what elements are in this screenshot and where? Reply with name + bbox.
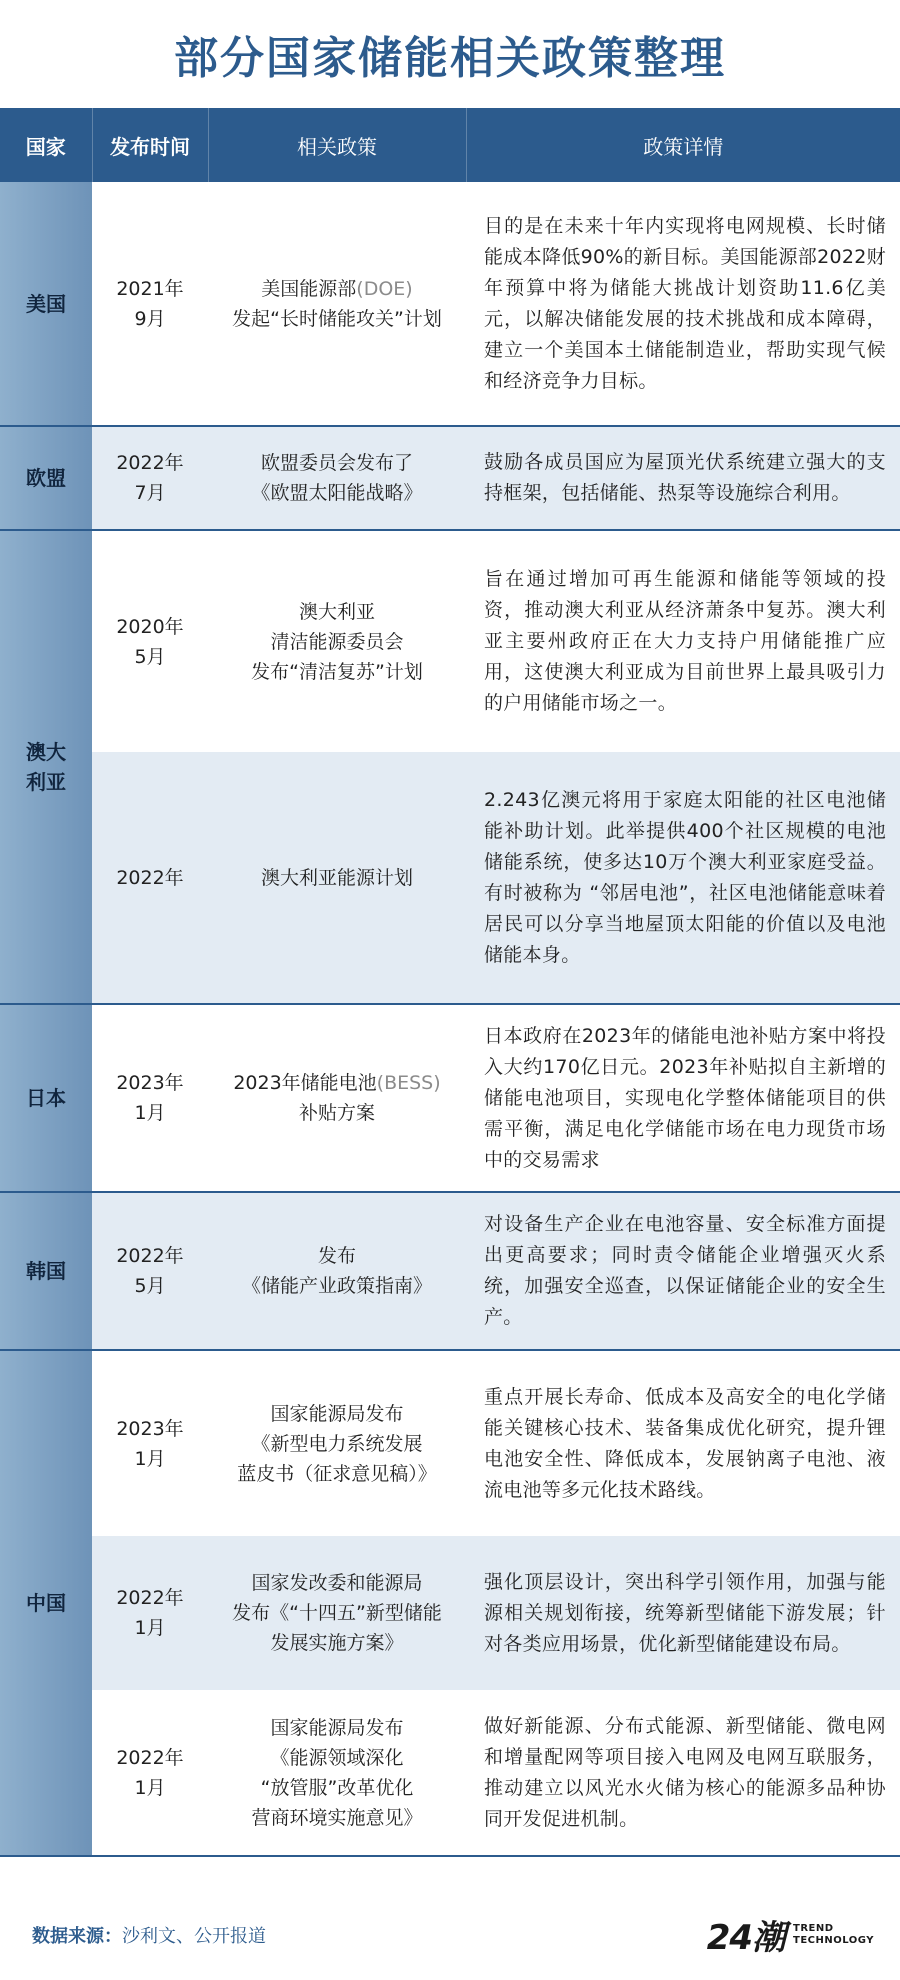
- footer: [0, 1889, 900, 1980]
- date-cell: [92, 1536, 208, 1690]
- table-row: [0, 182, 900, 426]
- country-cell: [0, 530, 92, 1004]
- date-year: 2022年: [116, 1746, 184, 1769]
- policy-abbr: (BESS): [376, 1072, 441, 1094]
- policy-cell: [208, 1004, 466, 1192]
- date-year: 2023年: [116, 1417, 184, 1440]
- policy-cell: [208, 1690, 466, 1856]
- date-month: 1月: [134, 1102, 166, 1124]
- policy-cell: [208, 1536, 466, 1690]
- brand-logo: [707, 1910, 874, 1959]
- policy-cell: [208, 426, 466, 530]
- policy-line: 国家能源局发布: [270, 1716, 404, 1739]
- policy-line: 营商环境实施意见》: [251, 1806, 423, 1829]
- policy-line: 《能源领域深化: [270, 1746, 404, 1769]
- date-month: 5月: [134, 645, 166, 668]
- date-cell: [92, 1350, 208, 1536]
- policy-table: [0, 108, 900, 1857]
- policy-line: 发布: [317, 1245, 356, 1267]
- date-month: 9月: [134, 307, 166, 330]
- header-date: 发布时间: [92, 108, 208, 182]
- policy-line: 清洁能源委员会: [270, 630, 404, 653]
- policy-line: 《储能产业政策指南》: [241, 1275, 432, 1297]
- detail-cell: 强化顶层设计，突出科学引领作用，加强与能源相关规划衔接，统筹新型储能下游发展；针对各类应用场景，优化新型储能建设布局。: [466, 1536, 900, 1690]
- table-row: [0, 752, 900, 1004]
- policy-line: 补贴方案: [298, 1102, 375, 1124]
- date-year: 2022年: [116, 1587, 184, 1609]
- policy-line: 发起“长时储能攻关”计划: [232, 307, 442, 330]
- policy-abbr: (DOE): [356, 277, 413, 300]
- policy-text: 2023年储能电池: [233, 1072, 377, 1094]
- detail-cell: 鼓励各成员国应为屋顶光伏系统建立强大的支持框架，包括储能、热泵等设施综合利用。: [466, 426, 900, 530]
- date-cell: [92, 1690, 208, 1856]
- table-row: [0, 530, 900, 752]
- policy-cell: [208, 752, 466, 1004]
- detail-cell: 做好新能源、分布式能源、新型储能、微电网和增量配网等项目接入电网及电网互联服务，推动建立以风光水火储为核心的能源多品种协同开发促进机制。: [466, 1690, 900, 1856]
- date-cell: [92, 752, 208, 1004]
- detail-cell: 对设备生产企业在电池容量、安全标准方面提出更高要求；同时责令储能企业增强灭火系统，加强安全巡查，以保证储能企业的安全生产。: [466, 1192, 900, 1350]
- date-cell: [92, 426, 208, 530]
- policy-text: 美国能源部: [261, 277, 357, 300]
- country-cell: 中国: [0, 1350, 92, 1856]
- date-month: 1月: [134, 1617, 166, 1639]
- header-detail: 政策详情: [466, 108, 900, 182]
- date-month: 5月: [134, 1275, 166, 1297]
- date-cell: [92, 1192, 208, 1350]
- date-year: 2020年: [116, 615, 184, 638]
- policy-line: “放管服”改革优化: [260, 1776, 414, 1799]
- table-row: [0, 1004, 900, 1192]
- header-policy: 相关政策: [208, 108, 466, 182]
- policy-line: 《新型电力系统发展: [251, 1432, 423, 1455]
- data-source: [32, 1922, 266, 1948]
- policy-line: 蓝皮书（征求意见稿）》: [237, 1462, 437, 1485]
- policy-line: 《欧盟太阳能战略》: [251, 482, 423, 504]
- country-cell: 欧盟: [0, 426, 92, 530]
- logo-line: TECHNOLOGY: [793, 1934, 874, 1946]
- country-cell: 美国: [0, 182, 92, 426]
- logo-text: [793, 1923, 874, 1947]
- detail-cell: 日本政府在2023年的储能电池补贴方案中将投入大约170亿日元。2023年补贴拟自主新增的储能电池项目，实现电化学整体储能项目的供需平衡，满足电化学储能市场在电力现货市场中的交易需求: [466, 1004, 900, 1192]
- policy-line: 发布《“十四五”新型储能: [232, 1602, 442, 1624]
- logo-mark-icon: 24潮: [706, 1918, 786, 1958]
- date-year: 2023年: [116, 1072, 184, 1094]
- policy-line: 欧盟委员会发布了: [260, 452, 413, 474]
- detail-cell: 重点开展长寿命、低成本及高安全的电化学储能关键核心技术、装备集成优化研究，提升锂电池安全性、降低成本，发展钠离子电池、液流电池等多元化技术路线。: [466, 1350, 900, 1536]
- policy-line: 澳大利亚: [298, 600, 375, 623]
- date-year: 2022年: [116, 452, 184, 474]
- policy-line: 澳大利亚能源计划: [260, 866, 413, 889]
- policy-cell: [208, 530, 466, 752]
- policy-line: 国家能源局发布: [270, 1402, 404, 1425]
- date-year: 2022年: [116, 866, 184, 889]
- policy-line: [208, 1068, 466, 1098]
- policy-line: 发展实施方案》: [270, 1632, 404, 1654]
- date-month: 1月: [134, 1776, 166, 1799]
- table-row: [0, 426, 900, 530]
- table-row: [0, 1350, 900, 1536]
- policy-cell: [208, 1350, 466, 1536]
- detail-cell: 目的是在未来十年内实现将电网规模、长时储能成本降低90%的新目标。美国能源部2022财年预算中将为储能大挑战计划资助11.6亿美元，以解决储能发展的技术挑战和成本障碍，建立一个美国本土储能制造业，帮助实现气候和经济竞争力目标。: [466, 182, 900, 426]
- country-line: 澳大: [26, 740, 66, 764]
- date-year: 2021年: [116, 277, 184, 300]
- country-line: 利亚: [26, 770, 66, 794]
- date-month: 7月: [134, 482, 166, 504]
- table-row: [0, 1192, 900, 1350]
- date-year: 2022年: [116, 1245, 184, 1267]
- table-row: [0, 1690, 900, 1856]
- policy-line: 发布“清洁复苏”计划: [251, 660, 423, 683]
- date-month: 1月: [134, 1447, 166, 1470]
- date-cell: [92, 182, 208, 426]
- policy-line: 国家发改委和能源局: [251, 1572, 423, 1594]
- page-title: 部分国家储能相关政策整理: [174, 33, 726, 84]
- country-cell: 韩国: [0, 1192, 92, 1350]
- table-row: [0, 1536, 900, 1690]
- table-header-row: [0, 108, 900, 182]
- country-cell: 日本: [0, 1004, 92, 1192]
- detail-cell: 旨在通过增加可再生能源和储能等领域的投资，推动澳大利亚从经济萧条中复苏。澳大利亚主要州政府正在大力支持户用储能推广应用，这使澳大利亚成为目前世界上最具吸引力的户用储能市场之一。: [466, 530, 900, 752]
- source-text: 沙利文、公开报道: [122, 1925, 266, 1947]
- header-country: 国家: [0, 108, 92, 182]
- policy-cell: [208, 1192, 466, 1350]
- policy-cell: [208, 182, 466, 426]
- logo-line: TREND: [793, 1922, 834, 1934]
- policy-line: [208, 274, 466, 304]
- date-cell: [92, 530, 208, 752]
- source-label: 数据来源：: [32, 1925, 122, 1947]
- date-cell: [92, 1004, 208, 1192]
- detail-cell: 2.243亿澳元将用于家庭太阳能的社区电池储能补助计划。此举提供400个社区规模的电池储能系统，使多达10万个澳大利亚家庭受益。有时被称为 “邻居电池”，社区电池储能意味着居民可以分享当地屋顶太阳能的价值以及电池储能本身。: [466, 752, 900, 1004]
